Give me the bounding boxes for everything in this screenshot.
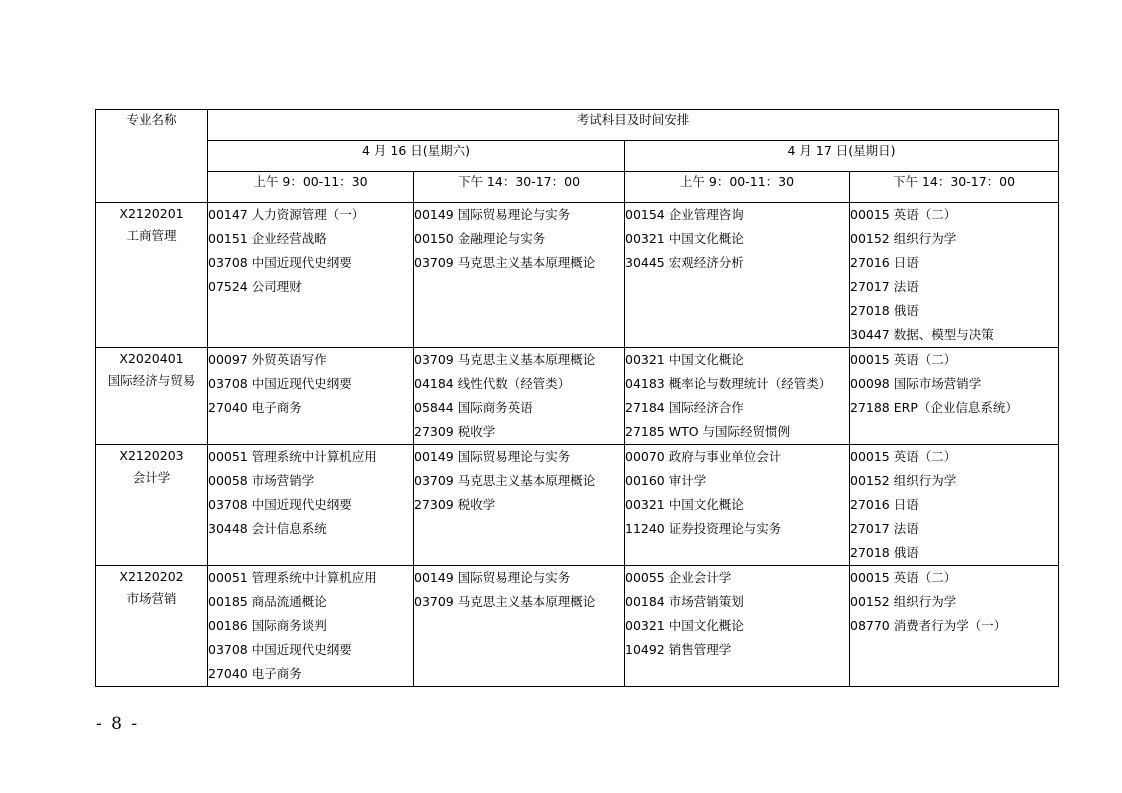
subject-item: 00149 国际贸易理论与实务 — [414, 570, 571, 585]
subject-item: 00154 企业管理咨询 — [625, 207, 744, 222]
subject-item: 08770 消费者行为学（一） — [850, 618, 1007, 633]
subject-item: 03708 中国近现代史纲要 — [208, 376, 352, 391]
subject-cell — [414, 445, 625, 566]
subject-item: 00321 中国文化概论 — [625, 618, 744, 633]
subject-item: 00149 国际贸易理论与实务 — [414, 449, 571, 464]
major-cell — [96, 348, 208, 445]
subject-item: 00055 企业会计学 — [625, 570, 732, 585]
major-code: X2020401 — [119, 351, 184, 366]
subject-item: 00098 国际市场营销学 — [850, 376, 982, 391]
subject-item: 00147 人力资源管理（一） — [208, 207, 365, 222]
subject-item: 10492 销售管理学 — [625, 642, 732, 657]
subject-cell — [625, 348, 850, 445]
schedule-header: 考试科目及时间安排 — [208, 110, 1059, 141]
major-cell — [96, 203, 208, 348]
subject-cell — [208, 566, 414, 687]
subject-item: 00097 外贸英语写作 — [208, 352, 327, 367]
subject-item: 00015 英语（二） — [850, 570, 957, 585]
subject-item: 03709 马克思主义基本原理概论 — [414, 352, 596, 367]
subject-cell — [208, 445, 414, 566]
subject-cell — [414, 203, 625, 348]
table-row — [96, 566, 1059, 687]
header-row-slots — [96, 172, 1059, 203]
subject-item: 00321 中国文化概论 — [625, 497, 744, 512]
subject-item: 00185 商品流通概论 — [208, 594, 327, 609]
subject-item: 00149 国际贸易理论与实务 — [414, 207, 571, 222]
subject-item: 30447 数据、模型与决策 — [850, 327, 994, 342]
slot-header-apr16-morning: 上午 9：00-11：30 — [208, 172, 414, 203]
major-name: 工商管理 — [126, 228, 177, 243]
major-name: 国际经济与贸易 — [107, 373, 196, 388]
major-name-header: 专业名称 — [96, 110, 208, 203]
subject-item: 00160 审计学 — [625, 473, 707, 488]
subject-item: 03708 中国近现代史纲要 — [208, 255, 352, 270]
subject-cell — [208, 203, 414, 348]
subject-cell — [850, 203, 1059, 348]
subject-cell — [850, 348, 1059, 445]
date-header-apr16: 4 月 16 日(星期六) — [208, 141, 625, 172]
subject-item: 00051 管理系统中计算机应用 — [208, 449, 377, 464]
subject-item: 30445 宏观经济分析 — [625, 255, 744, 270]
subject-item: 00184 市场营销策划 — [625, 594, 744, 609]
subject-item: 27017 法语 — [850, 521, 919, 536]
major-cell — [96, 445, 208, 566]
subject-item: 27018 俄语 — [850, 303, 919, 318]
subject-item: 30448 会计信息系统 — [208, 521, 327, 536]
subject-item: 27016 日语 — [850, 497, 919, 512]
subject-cell — [625, 566, 850, 687]
date-header-apr17: 4 月 17 日(星期日) — [625, 141, 1059, 172]
subject-item: 00152 组织行为学 — [850, 594, 957, 609]
subject-item: 00058 市场营销学 — [208, 473, 315, 488]
subject-item: 27309 税收学 — [414, 497, 496, 512]
major-name: 会计学 — [132, 470, 171, 485]
subject-item: 00015 英语（二） — [850, 449, 957, 464]
subject-cell — [625, 445, 850, 566]
subject-item: 11240 证券投资理论与实务 — [625, 521, 782, 536]
subject-cell — [208, 348, 414, 445]
subject-item: 05844 国际商务英语 — [414, 400, 533, 415]
subject-item: 00321 中国文化概论 — [625, 231, 744, 246]
major-cell — [96, 566, 208, 687]
subject-item: 27309 税收学 — [414, 424, 496, 439]
subject-item: 00051 管理系统中计算机应用 — [208, 570, 377, 585]
table-row — [96, 203, 1059, 348]
exam-schedule-body — [96, 110, 1059, 687]
subject-item: 03709 马克思主义基本原理概论 — [414, 255, 596, 270]
major-code: X2120202 — [119, 569, 184, 584]
header-row-schedule — [96, 110, 1059, 141]
subject-item: 27188 ERP（企业信息系统） — [850, 400, 1018, 415]
table-row — [96, 445, 1059, 566]
subject-item: 03709 马克思主义基本原理概论 — [414, 594, 596, 609]
exam-schedule-table — [95, 109, 1059, 687]
subject-item: 27017 法语 — [850, 279, 919, 294]
slot-header-apr17-afternoon: 下午 14：30-17：00 — [850, 172, 1059, 203]
subject-item: 03708 中国近现代史纲要 — [208, 642, 352, 657]
subject-cell — [414, 566, 625, 687]
major-name: 市场营销 — [126, 591, 177, 606]
subject-item: 03708 中国近现代史纲要 — [208, 497, 352, 512]
subject-item: 00151 企业经营战略 — [208, 231, 327, 246]
page-number: - 8 - — [96, 714, 140, 734]
subject-cell — [850, 566, 1059, 687]
subject-item: 04183 概率论与数理统计（经管类） — [625, 376, 832, 391]
subject-item: 27040 电子商务 — [208, 666, 302, 681]
subject-item: 00321 中国文化概论 — [625, 352, 744, 367]
subject-item: 00152 组织行为学 — [850, 473, 957, 488]
subject-item: 27185 WTO 与国际经贸惯例 — [625, 424, 791, 439]
subject-item: 03709 马克思主义基本原理概论 — [414, 473, 596, 488]
subject-item: 04184 线性代数（经管类） — [414, 376, 571, 391]
subject-cell — [850, 445, 1059, 566]
slot-header-apr16-afternoon: 下午 14：30-17：00 — [414, 172, 625, 203]
subject-item: 00152 组织行为学 — [850, 231, 957, 246]
subject-item: 00015 英语（二） — [850, 207, 957, 222]
subject-item: 00070 政府与事业单位会计 — [625, 449, 782, 464]
subject-item: 27018 俄语 — [850, 545, 919, 560]
subject-cell — [414, 348, 625, 445]
header-row-dates — [96, 141, 1059, 172]
slot-header-apr17-morning: 上午 9：00-11：30 — [625, 172, 850, 203]
subject-cell — [625, 203, 850, 348]
major-code: X2120203 — [119, 448, 184, 463]
subject-item: 00015 英语（二） — [850, 352, 957, 367]
subject-item: 27040 电子商务 — [208, 400, 302, 415]
table-row — [96, 348, 1059, 445]
major-code: X2120201 — [119, 206, 184, 221]
subject-item: 00150 金融理论与实务 — [414, 231, 546, 246]
subject-item: 27184 国际经济合作 — [625, 400, 744, 415]
subject-item: 00186 国际商务谈判 — [208, 618, 327, 633]
subject-item: 07524 公司理财 — [208, 279, 302, 294]
subject-item: 27016 日语 — [850, 255, 919, 270]
